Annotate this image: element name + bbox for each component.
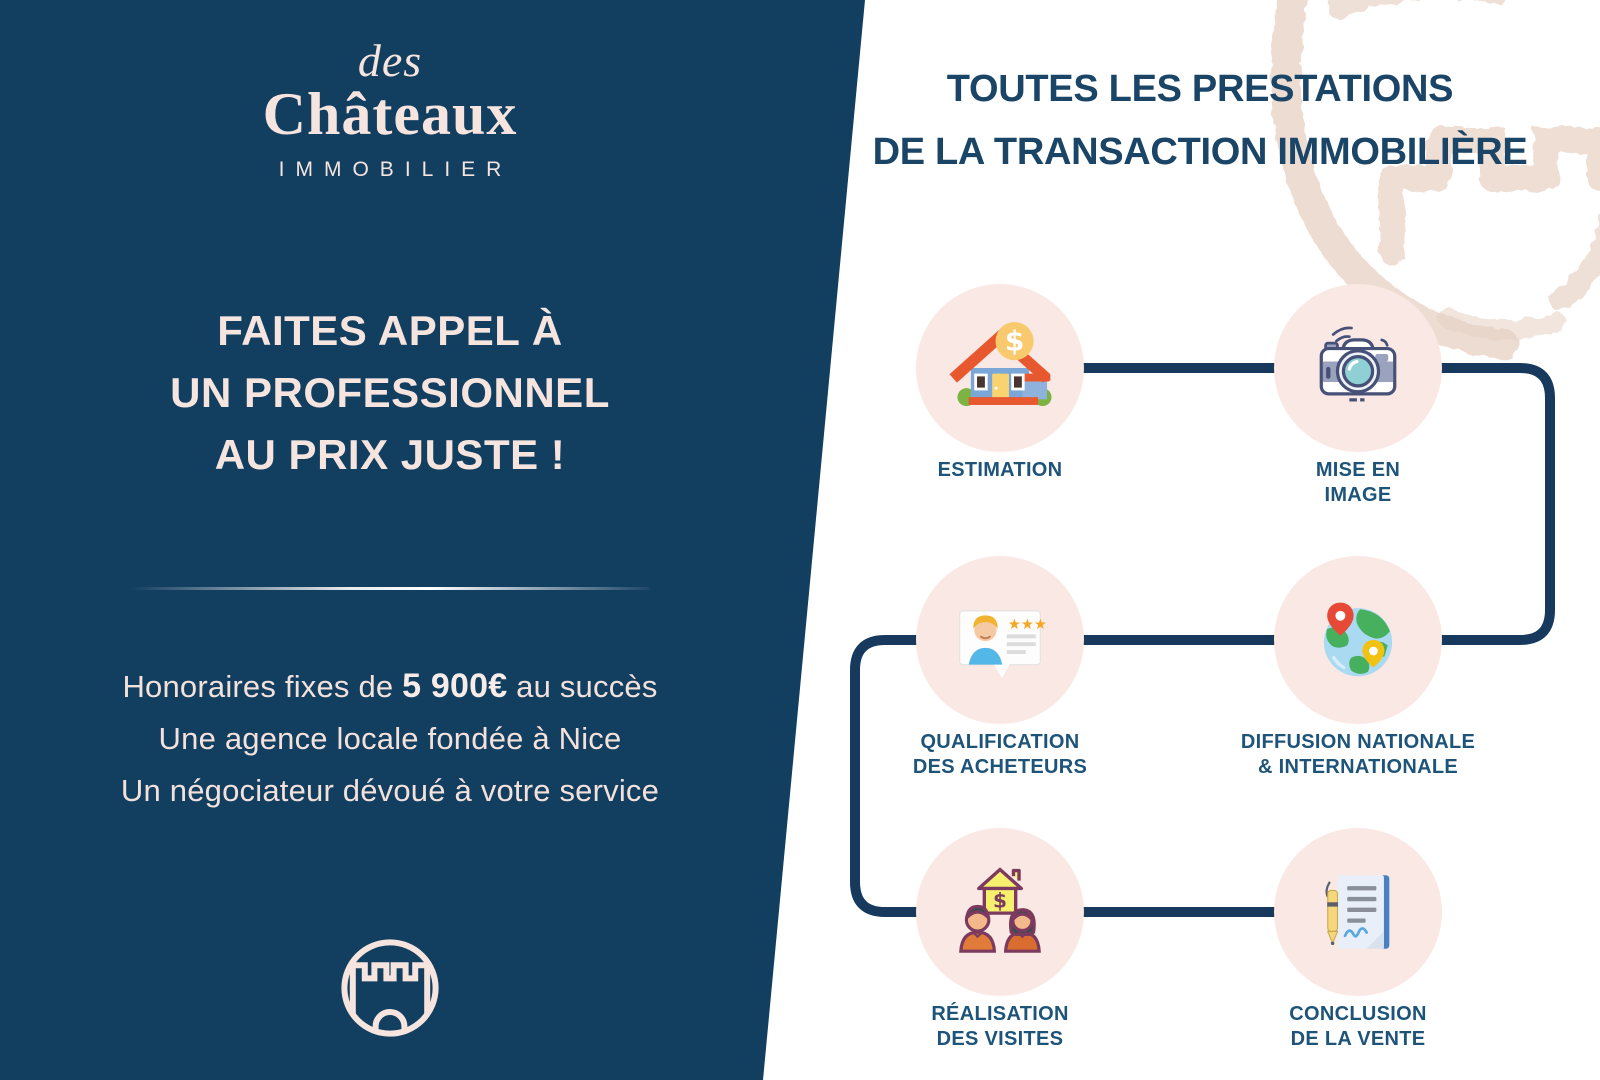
visit-people-icon xyxy=(944,856,1056,968)
buyer-profile-icon xyxy=(944,584,1056,696)
step-label-line: DES ACHETEURS xyxy=(912,756,1088,778)
step-label-line: IMAGE xyxy=(1324,484,1392,506)
fees-suffix: au succès xyxy=(507,669,658,704)
step-label-line: QUALIFICATION xyxy=(920,731,1080,753)
svg-text:$: $ xyxy=(992,888,1008,913)
title-line-1: TOUTES LES PRESTATIONS xyxy=(946,68,1454,110)
step-label xyxy=(840,458,1160,483)
step-label-line: ESTIMATION xyxy=(937,459,1063,481)
agency-line: Une agence locale fondée à Nice xyxy=(158,721,622,756)
headline-line-2: UN PROFESSIONNEL xyxy=(170,369,610,416)
step-circle xyxy=(916,556,1084,724)
step-label-line: CONCLUSION xyxy=(1289,1003,1427,1025)
step-qualification xyxy=(840,556,1160,780)
step-label-line: DIFFUSION NATIONALE xyxy=(1240,731,1476,753)
svg-text:★★★: ★★★ xyxy=(1007,615,1047,633)
negotiator-line: Un négociateur dévoué à votre service xyxy=(120,773,660,808)
logo-subtitle: IMMOBILIER xyxy=(278,158,513,181)
logo-brand-name: Châteaux xyxy=(262,81,518,147)
step-diffusion xyxy=(1198,556,1518,780)
fees-prefix: Honoraires fixes de xyxy=(122,669,403,704)
headline-line-1: FAITES APPEL À xyxy=(217,307,563,354)
step-label xyxy=(840,1002,1160,1052)
title-line-2: DE LA TRANSACTION IMMOBILIÈRE xyxy=(872,131,1528,173)
svg-text:$: $ xyxy=(1004,324,1025,358)
globe-pins-icon xyxy=(1303,585,1413,695)
step-circle xyxy=(1274,556,1442,724)
step-label-line: MISE EN xyxy=(1315,459,1401,481)
step-label xyxy=(1198,458,1518,508)
step-mise-en-image xyxy=(1198,284,1518,508)
step-label xyxy=(840,730,1160,780)
fees-amount: 5 900€ xyxy=(402,667,508,705)
step-label xyxy=(1198,1002,1518,1052)
headline-line-3: AU PRIX JUSTE ! xyxy=(214,431,566,478)
step-circle xyxy=(1274,828,1442,996)
step-label xyxy=(1198,730,1518,780)
step-circle xyxy=(916,828,1084,996)
step-conclusion xyxy=(1198,828,1518,1052)
step-label-line: & INTERNATIONALE xyxy=(1258,756,1458,778)
step-label-line: RÉALISATION xyxy=(931,1003,1069,1025)
house-dollar-icon xyxy=(944,312,1056,424)
camera-icon xyxy=(1304,314,1412,422)
step-circle xyxy=(916,284,1084,452)
step-circle xyxy=(1274,284,1442,452)
signed-contract-icon xyxy=(1304,858,1412,966)
step-estimation xyxy=(840,284,1160,483)
step-label-line: DE LA VENTE xyxy=(1290,1028,1426,1050)
step-realisation xyxy=(840,828,1160,1052)
step-label-line: DES VISITES xyxy=(936,1028,1064,1050)
logo-script-word: des xyxy=(357,35,423,86)
